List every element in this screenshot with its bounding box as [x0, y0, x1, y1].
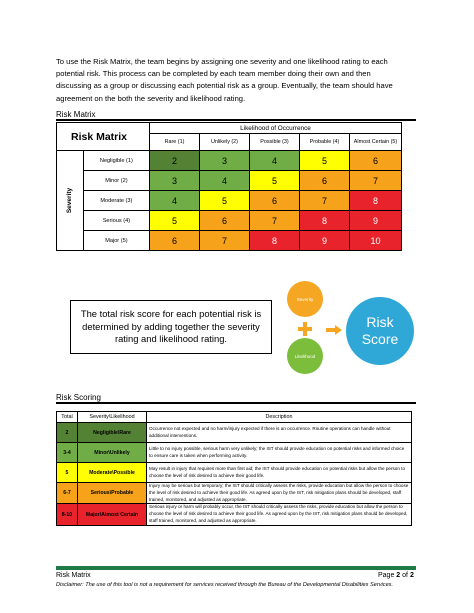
risk-scoring-section-title: Risk Scoring — [56, 393, 101, 402]
footer-title: Risk Matrix — [56, 572, 91, 579]
column-header: Rare (1) — [150, 134, 200, 151]
column-header: Probable (4) — [300, 134, 350, 151]
row-header: Serious (4) — [83, 211, 149, 231]
matrix-cell: 4 — [250, 151, 300, 171]
score-label: Moderate\Possible — [78, 463, 147, 483]
table-row — [57, 423, 412, 443]
matrix-cell: 10 — [350, 231, 402, 251]
arrow-right-icon — [326, 325, 342, 335]
score-label: Negligible\Rare — [78, 423, 147, 443]
score-description: Serious injury or harm will probably occur, the IST should critically assess the risks, provide education but allow the person to choose the level of risk desired to achieve their good life. As agreed upon by the IST, risk mitigation plans should be developed, staff trained, monitored, and adjusted as appropriate. — [147, 504, 412, 525]
page-number: Page 2 of 2 — [378, 572, 414, 579]
column-header: Description — [147, 412, 412, 423]
section-divider — [56, 402, 416, 404]
disclaimer: Disclaimer: The use of this tool is not a requirement for services received through the Bureau of the Developmental Disabilities Services. — [56, 582, 394, 588]
table-row — [57, 443, 412, 463]
matrix-cell: 8 — [350, 191, 402, 211]
matrix-cell: 5 — [150, 211, 200, 231]
matrix-cell: 9 — [350, 211, 402, 231]
score-label: Serious\Probable — [78, 483, 147, 504]
severity-bubble: Severity — [287, 281, 323, 317]
risk-score-bubble: Risk Score — [346, 297, 414, 365]
score-total: 5 — [57, 463, 78, 483]
matrix-cell: 6 — [250, 191, 300, 211]
plus-icon — [298, 322, 312, 336]
likelihood-bubble: Likelihood — [287, 338, 323, 374]
matrix-cell: 7 — [200, 231, 250, 251]
score-description: Occurrence not expected and no harm/injury expected if there is an occurrence. Routine operations can handle without additional interventions. — [147, 423, 412, 443]
risk-score-callout — [70, 300, 272, 354]
column-header: Possible (3) — [250, 134, 300, 151]
callout-text: The total risk score for each potential risk is determined by adding together the severity rating and likelihood rating. — [80, 308, 262, 345]
score-total: 3-4 — [57, 443, 78, 463]
score-description: Little to no injury possible, serious harm very unlikely; the IST should provide education on potential risks and informed choice to ensure care is taken when performing activity. — [147, 443, 412, 463]
row-header: Minor (2) — [83, 171, 149, 191]
matrix-cell: 8 — [250, 231, 300, 251]
matrix-title: Risk Matrix — [57, 123, 150, 151]
column-header: Unlikely (2) — [200, 134, 250, 151]
score-label: Minor\Unlikely — [78, 443, 147, 463]
table-row — [57, 504, 412, 525]
score-description: Injury may be serious but temporary; the IST should critically assess the risks, provide education but allow the person to choose the level of risk desired to achieve their good life. As agreed upon by the IST, risk mitigation plans should be developed, staff trained, monitored, and adjusted as appropriate. — [147, 483, 412, 504]
severity-label: Severity — [57, 151, 84, 251]
score-total: 2 — [57, 423, 78, 443]
matrix-cell: 3 — [200, 151, 250, 171]
column-header: Severity\Likelihood — [78, 412, 147, 423]
row-header: Negligible (1) — [83, 151, 149, 171]
row-header: Major (5) — [83, 231, 149, 251]
column-header: Almost Certain (5) — [350, 134, 402, 151]
matrix-cell: 7 — [350, 171, 402, 191]
footer-divider — [56, 566, 416, 570]
matrix-cell: 2 — [150, 151, 200, 171]
column-header: Total — [57, 412, 78, 423]
matrix-cell: 5 — [300, 151, 350, 171]
matrix-cell: 4 — [200, 171, 250, 191]
risk-scoring-table — [56, 411, 412, 526]
matrix-cell: 4 — [150, 191, 200, 211]
matrix-cell: 6 — [300, 171, 350, 191]
matrix-cell: 3 — [150, 171, 200, 191]
table-row — [57, 463, 412, 483]
matrix-cell: 6 — [200, 211, 250, 231]
matrix-cell: 7 — [250, 211, 300, 231]
matrix-cell: 6 — [150, 231, 200, 251]
matrix-cell: 5 — [200, 191, 250, 211]
likelihood-header: Likelihood of Occurrence — [150, 123, 402, 134]
matrix-cell: 8 — [300, 211, 350, 231]
table-row — [57, 483, 412, 504]
risk-matrix-table — [56, 122, 402, 251]
matrix-cell: 9 — [300, 231, 350, 251]
score-label: Major\Almost Certain — [78, 504, 147, 525]
matrix-cell: 6 — [350, 151, 402, 171]
row-header: Moderate (3) — [83, 191, 149, 211]
matrix-cell: 5 — [250, 171, 300, 191]
matrix-cell: 7 — [300, 191, 350, 211]
intro-paragraph: To use the Risk Matrix, the team begins by assigning one severity and one likelihood rating to each potential risk. This process can be completed by each team member doing their own and then discussing as a group or discussing each potential risk as a group. Eventually, the team should have agreement on the both the severity and likelihood rating. — [56, 57, 393, 103]
score-total: 6-7 — [57, 483, 78, 504]
score-total: 8-10 — [57, 504, 78, 525]
section-divider — [56, 119, 416, 121]
score-description: May result in injury that requires more than first aid; the IST should provide education on potential risks but allow the person to choose the level of risk desired to achieve their good life. — [147, 463, 412, 483]
risk-matrix-section-title: Risk Matrix — [56, 110, 96, 119]
